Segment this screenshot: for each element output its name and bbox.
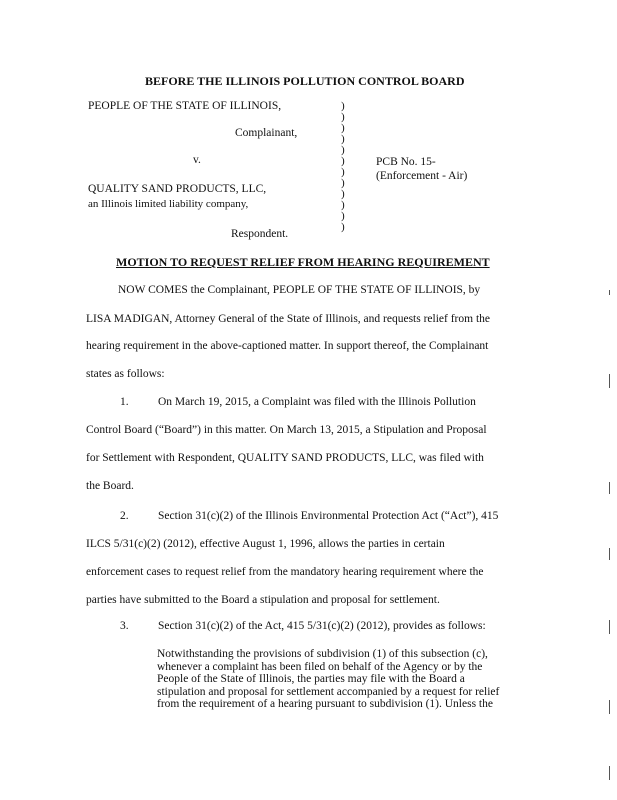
scan-mark (609, 482, 610, 494)
brace-char: ) (341, 155, 345, 167)
paragraph-line: ILCS 5/31(c)(2) (2012), effective August 1, 1996, allows the parties in certain (86, 538, 445, 550)
brace-char: ) (341, 133, 345, 145)
paragraph-line: Control Board (“Board”) in this matter. On March 13, 2015, a Stipulation and Proposal (86, 424, 487, 436)
paragraph-line: Section 31(c)(2) of the Illinois Environmental Protection Act (“Act”), 415 (158, 510, 499, 522)
paragraph-line: for Settlement with Respondent, QUALITY SAND PRODUCTS, LLC, was filed with (86, 452, 484, 464)
caption-defendant-desc: an Illinois limited liability company, (88, 198, 249, 210)
brace-char: ) (341, 199, 345, 211)
intro-line: NOW COMES the Complainant, PEOPLE OF THE STATE OF ILLINOIS, by (118, 284, 481, 296)
caption-plaintiff-role: Complainant, (235, 127, 298, 139)
paragraph-line: On March 19, 2015, a Complaint was filed with the Illinois Pollution (158, 396, 476, 408)
quote-line: Notwithstanding the provisions of subdivision (1) of this subsection (c), (157, 648, 488, 660)
intro-line: hearing requirement in the above-captioned matter. In support thereof, the Complainant (86, 340, 489, 352)
intro-line: LISA MADIGAN, Attorney General of the State of Illinois, and requests relief from the (86, 313, 490, 325)
paragraph-number: 3. (120, 620, 129, 632)
caption-defendant-role: Respondent. (231, 228, 289, 240)
brace-char: ) (341, 188, 345, 200)
brace-char: ) (341, 210, 345, 222)
case-number: PCB No. 15- (376, 156, 436, 168)
scan-mark (609, 700, 610, 714)
intro-line: states as follows: (86, 368, 165, 380)
brace-char: ) (341, 100, 345, 112)
brace-char: ) (341, 122, 345, 134)
scan-mark (609, 374, 610, 388)
paragraph-line: Section 31(c)(2) of the Act, 415 5/31(c)(2) (2012), provides as follows: (158, 620, 486, 632)
brace-char: ) (341, 144, 345, 156)
scan-mark (609, 548, 610, 560)
quote-line: from the requirement of a hearing pursuant to subdivision (1). Unless the (157, 698, 493, 711)
paragraph-number: 1. (120, 396, 129, 408)
brace-char: ) (341, 166, 345, 178)
board-title: BEFORE THE ILLINOIS POLLUTION CONTROL BOARD (145, 74, 465, 88)
caption-versus: v. (193, 154, 201, 166)
quote-line: stipulation and proposal for settlement accompanied by a request for relief (157, 685, 500, 698)
caption-plaintiff: PEOPLE OF THE STATE OF ILLINOIS, (88, 100, 282, 112)
scan-mark (609, 290, 610, 295)
motion-title: MOTION TO REQUEST RELIEF FROM HEARING REQUIREMENT (116, 255, 490, 269)
paragraph-line: parties have submitted to the Board a stipulation and proposal for settlement. (86, 594, 440, 606)
brace-char: ) (341, 111, 345, 123)
block-quote (157, 648, 522, 711)
paragraph-line: enforcement cases to request relief from the mandatory hearing requirement where the (86, 566, 484, 578)
brace-char: ) (341, 177, 345, 189)
caption-defendant: QUALITY SAND PRODUCTS, LLC, (88, 183, 267, 195)
scan-mark (609, 766, 610, 780)
paragraph-line: the Board. (86, 480, 134, 492)
paragraph-number: 2. (120, 510, 129, 522)
scan-mark (609, 620, 610, 634)
quote-line: whenever a complaint has been filed on behalf of the Agency or by the (157, 660, 483, 673)
case-type: (Enforcement - Air) (376, 170, 468, 182)
brace-char: ) (341, 221, 345, 233)
quote-line: People of the State of Illinois, the parties may file with the Board a (157, 673, 465, 686)
caption-brace-column (341, 101, 351, 233)
